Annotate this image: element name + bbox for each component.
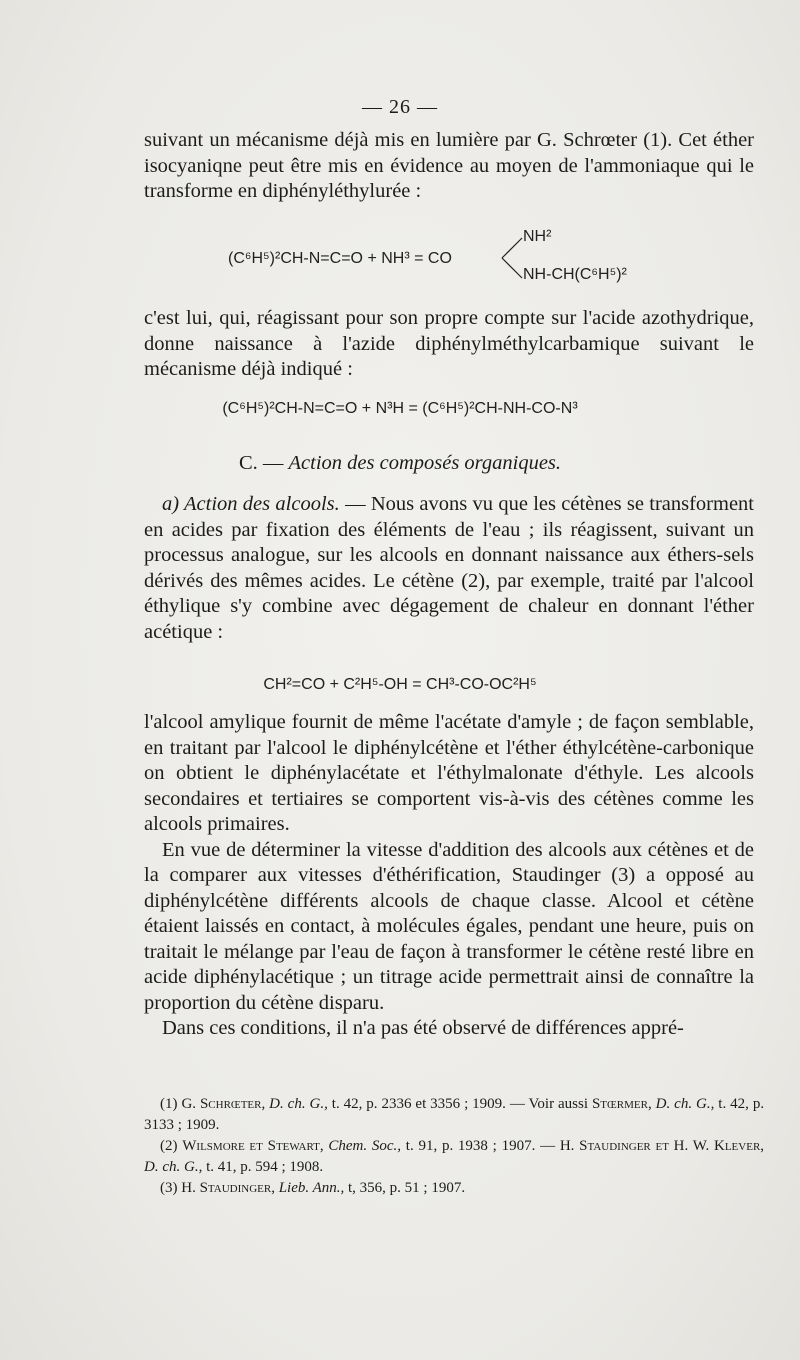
- formula-azide: (C⁶H⁵)²CH-N=C=O + N³H = (C⁶H⁵)²CH-NH-CO-N³: [222, 400, 578, 417]
- page-number: — 26 —: [362, 96, 438, 118]
- formula-urea-upper: NH²: [523, 228, 552, 245]
- paragraph-3: [144, 492, 754, 645]
- formula-branch-lines: [500, 234, 524, 282]
- formula-urea: [228, 226, 768, 288]
- paragraph-6-text: Dans ces conditions, il n'a pas été observé de différences appré-: [162, 1017, 684, 1039]
- section-heading-label: C. —: [238, 452, 284, 474]
- footnote-2: (2) Wilsmore et Stewart, Chem. Soc., t. 91, p. 1938 ; 1907. — H. Staudinger et H. W. Klever, D. ch. G., t. 41, p. 594 ; 1908.: [144, 1138, 765, 1175]
- formula-acetate: CH²=CO + C²H⁵-OH = CH³-CO-OC²H⁵: [263, 676, 537, 693]
- paragraph-3-text: — Nous avons vu que les cétènes se transforment en acides par fixation des éléments de l'eau ; ils réagissent, suivant un processus analogue, sur les alcools en donnant naissance aux éthers-sels dérivés des mêmes acides. Le cétène (2), par exemple, traité par l'alcool éthylique s'y combine avec dégagement de chaleur en donnant l'éther acétique :: [144, 493, 755, 643]
- footnotes: [144, 1094, 764, 1199]
- paragraph-3-label: a) Action des alcools.: [162, 493, 340, 515]
- paragraph-1: [144, 128, 754, 205]
- paragraph-2: [144, 306, 754, 383]
- paragraph-1-text: suivant un mécanisme déjà mis en lumière par G. Schrœter (1). Cet éther isocyaniqne peut être mis en évidence au moyen de l'ammoniaque qui le transforme en diphényléthylurée :: [144, 129, 754, 202]
- paragraph-4-text: l'alcool amylique fournit de même l'acétate d'amyle ; de façon semblable, en traitant par l'alcool le diphénylcétène et l'éther éthylcétène-carbonique on obtient le diphénylacétate et l'éthylmalonate d'éthyle. Les alcools secondaires et tertiaires se comportent vis-à-vis des cétènes comme les alcools primaires.: [144, 711, 754, 835]
- section-heading-title: Action des composés organiques.: [288, 452, 562, 474]
- formula-urea-left: (C⁶H⁵)²CH-N=C=O + NH³ = CO: [228, 250, 452, 267]
- paragraph-4: [144, 710, 754, 1042]
- paragraph-2-text: c'est lui, qui, réagissant pour son propre compte sur l'acide azothydrique, donne naissance à l'azide diphénylméthylcarbamique suivant le mécanisme déjà indiqué :: [144, 307, 754, 380]
- footnote-1: (1) G. Schrœter, D. ch. G., t. 42, p. 2336 et 3356 ; 1909. — Voir aussi Stœrmer, D. ch. G., t. 42, p. 3133 ; 1909.: [144, 1096, 765, 1133]
- section-heading: [0, 452, 800, 475]
- formula-urea-lower: NH-CH(C⁶H⁵)²: [523, 266, 627, 283]
- footnote-3: (3) H. Staudinger, Lieb. Ann., t, 356, p. 51 ; 1907.: [160, 1180, 466, 1196]
- paragraph-5-text: En vue de déterminer la vitesse d'addition des alcools aux cétènes et de la comparer aux vitesses d'éthérification, Staudinger (3) a opposé au diphénylcétène différents alcools de chaque classe. Alcool et cétène étaient laissés en contact, à molécules égales, pendant une heure, puis on traitait le mélange par l'eau de façon à transformer le cétène resté libre en acide diphénylacétique ; un titrage acide permettrait ainsi de connaître la proportion du cétène disparu.: [144, 838, 754, 1014]
